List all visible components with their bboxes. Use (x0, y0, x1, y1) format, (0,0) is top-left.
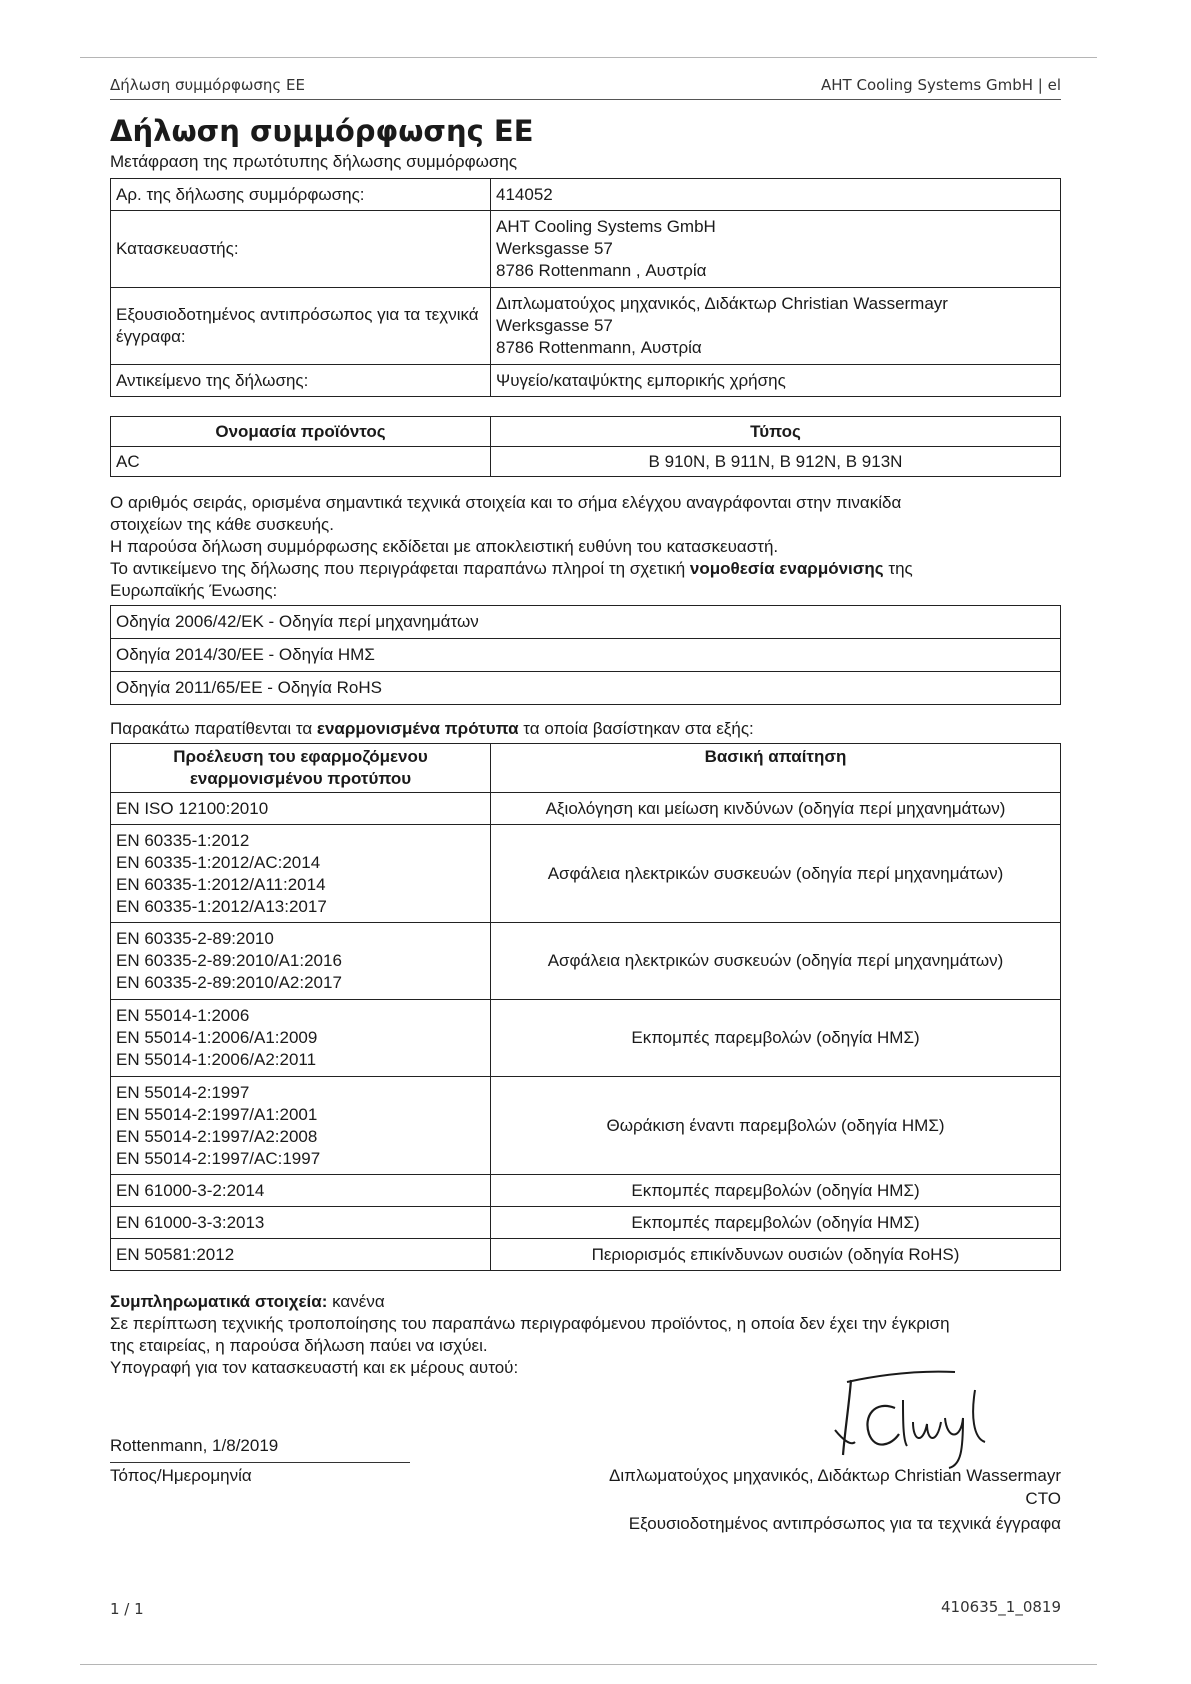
table-row (111, 417, 1061, 447)
table-row (111, 365, 1061, 397)
header-underline (110, 99, 1061, 100)
table-row (111, 606, 1061, 639)
standard-ref: EN 55014-1:2006 (116, 1006, 250, 1025)
top-rule (80, 57, 1097, 58)
manufacturer-line: Werksgasse 57 (496, 239, 613, 258)
table-row (111, 639, 1061, 672)
standard-requirement: Αξιολόγηση και μείωση κινδύνων (οδηγία περί μηχανημάτων) (491, 793, 1061, 825)
table-row (111, 211, 1061, 288)
supplement-value: κανένα (327, 1292, 385, 1311)
page-subtitle: Μετάφραση της πρωτότυπης δήλωσης συμμόρφωσης (110, 152, 518, 171)
table-row (111, 825, 1061, 923)
product-type-header: Τύπος (491, 417, 1061, 447)
standards-intro (110, 718, 754, 740)
header-line: Προέλευση του εφαρμοζόμενου (173, 747, 428, 766)
document-code: 410635_1_0819 (941, 1598, 1061, 1616)
place-date-label: Τόπος/Ημερομηνία (110, 1466, 252, 1485)
product-table (110, 416, 1061, 477)
table-row (111, 923, 1061, 1000)
header-line: εναρμονισμένου προτύπου (189, 769, 412, 788)
table-row (111, 744, 1061, 793)
text-line (110, 558, 913, 580)
standard-ref: EN 55014-2:1997/AC:1997 (116, 1148, 321, 1168)
standard-requirement: Εκπομπές παρεμβολών (οδηγία ΗΜΣ) (491, 1175, 1061, 1207)
standard-refs (111, 1000, 491, 1077)
standard-source-header (111, 744, 491, 793)
table-row (111, 793, 1061, 825)
standard-ref: EN 55014-2:1997/A2:2008 (116, 1126, 318, 1146)
header-right: AHT Cooling Systems GmbH | el (821, 76, 1061, 94)
rep-line: Διπλωματούχος μηχανικός, Διδάκτωρ Christian Wassermayr (496, 294, 948, 313)
standard-ref: EN 55014-2:1997/A1:2001 (116, 1104, 318, 1124)
object-label: Αντικείμενο της δήλωσης: (111, 365, 491, 397)
standard-ref: EN 60335-2-89:2010/A1:2016 (116, 951, 342, 970)
table-row (111, 1207, 1061, 1239)
signatory-rep: Εξουσιοδοτημένος αντιπρόσωπος για τα τεχνικά έγγραφα (628, 1514, 1061, 1533)
standard-refs: EN 50581:2012 (111, 1239, 491, 1271)
directive-item: Οδηγία 2011/65/ΕΕ - Οδηγία RoHS (111, 672, 1061, 705)
directive-item: Οδηγία 2014/30/ΕΕ - Οδηγία ΗΜΣ (111, 639, 1061, 672)
decl-no-value: 414052 (491, 179, 1061, 211)
standard-requirement: Εκπομπές παρεμβολών (οδηγία ΗΜΣ) (491, 1207, 1061, 1239)
object-value: Ψυγείο/καταψύκτης εμπορικής χρήσης (491, 365, 1061, 397)
standard-refs (111, 923, 491, 1000)
rep-line: 8786 Rottenmann, Αυστρία (496, 338, 702, 357)
table-row (111, 672, 1061, 705)
header-left: Δήλωση συμμόρφωσης ΕΕ (110, 76, 305, 94)
standard-requirement: Θωράκιση έναντι παρεμβολών (οδηγία ΗΜΣ) (491, 1077, 1061, 1175)
manufacturer-line: 8786 Rottenmann , Αυστρία (496, 261, 707, 280)
place-date: Rottenmann, 1/8/2019 (110, 1436, 279, 1455)
table-row (111, 1175, 1061, 1207)
page-title: Δήλωση συμμόρφωσης ΕΕ (110, 114, 534, 148)
text-line: της εταιρείας, η παρούσα δήλωση παύει να ισχύει. (110, 1336, 488, 1355)
standard-ref: EN 60335-1:2012/AC:2014 (116, 852, 321, 872)
text-line: Υπογραφή για τον κατασκευαστή και εκ μέρους αυτού: (110, 1358, 519, 1377)
text-fragment: Παρακάτω παρατίθενται τα (110, 719, 317, 738)
standard-requirement: Εκπομπές παρεμβολών (οδηγία ΗΜΣ) (491, 1000, 1061, 1077)
requirement-header: Βασική απαίτηση (491, 744, 1061, 793)
text-line: στοιχείων της κάθε συσκευής. (110, 515, 334, 534)
table-row (111, 288, 1061, 365)
standard-requirement: Ασφάλεια ηλεκτρικών συσκευών (οδηγία περί μηχανημάτων) (491, 825, 1061, 923)
harmonisation-legislation: νομοθεσία εναρμόνισης (689, 559, 884, 578)
text-line: Ο αριθμός σειράς, ορισμένα σημαντικά τεχνικά στοιχεία και το σήμα ελέγχου αναγράφονται στην πινακίδα (110, 493, 902, 512)
manufacturer-line: AHT Cooling Systems GmbH (496, 217, 716, 236)
standard-ref: EN 60335-2-89:2010/A2:2017 (116, 973, 342, 992)
standard-refs (111, 1077, 491, 1175)
table-row (111, 1077, 1061, 1175)
standard-ref: EN 60335-1:2012/A13:2017 (116, 896, 327, 916)
product-name-header: Ονομασία προϊόντος (111, 417, 491, 447)
standard-ref: EN 60335-1:2012/A11:2014 (116, 874, 326, 894)
product-name: AC (111, 447, 491, 477)
info-table (110, 178, 1061, 397)
handwritten-signature (815, 1360, 1000, 1475)
intro-paragraph (110, 492, 913, 602)
manufacturer-label: Κατασκευαστής: (111, 211, 491, 288)
rep-value (491, 288, 1061, 365)
rep-label: Εξουσιοδοτημένος αντιπρόσωπος για τα τεχνικά έγγραφα: (111, 288, 491, 365)
standard-ref: EN 55014-2:1997 (116, 1082, 250, 1102)
signatory-name: Διπλωματούχος μηχανικός, Διδάκτωρ Christian Wassermayr (609, 1466, 1061, 1485)
standard-ref: EN 60335-1:2012 (116, 830, 250, 850)
page-number: 1 / 1 (110, 1600, 144, 1618)
product-types: B 910N, B 911N, B 912N, B 913N (491, 447, 1061, 477)
decl-no-label: Αρ. της δήλωσης συμμόρφωσης: (111, 179, 491, 211)
harmonised-standards: εναρμονισμένα πρότυπα (316, 719, 519, 738)
standards-table (110, 743, 1061, 1271)
standard-ref: EN 55014-1:2006/A2:2011 (116, 1050, 317, 1069)
text-line (110, 1291, 950, 1313)
text-fragment: Το αντικείμενο της δήλωσης που περιγράφεται παραπάνω πληροί τη σχετική (110, 559, 690, 578)
table-row (111, 447, 1061, 477)
manufacturer-value (491, 211, 1061, 288)
text-line: Ευρωπαϊκής Ένωσης: (110, 581, 278, 600)
text-line: Σε περίπτωση τεχνικής τροποποίησης του παραπάνω περιγραφόμενου προϊόντος, η οποία δεν έχει την έγκριση (110, 1314, 950, 1333)
standard-ref: EN 55014-1:2006/A1:2009 (116, 1028, 318, 1047)
standard-ref: EN 60335-2-89:2010 (116, 929, 274, 948)
table-row (111, 1000, 1061, 1077)
table-row (111, 1239, 1061, 1271)
supplement-label: Συμπληρωματικά στοιχεία: (110, 1292, 328, 1311)
page-header (110, 74, 1061, 100)
bottom-rule (80, 1664, 1097, 1665)
signatory-role: CTO (1025, 1489, 1061, 1508)
place-date-rule (110, 1462, 410, 1463)
text-fragment: της (883, 559, 913, 578)
standard-refs (111, 825, 491, 923)
standard-refs: EN ISO 12100:2010 (111, 793, 491, 825)
table-row (111, 179, 1061, 211)
standard-refs: EN 61000-3-2:2014 (111, 1175, 491, 1207)
standard-requirement: Περιορισμός επικίνδυνων ουσιών (οδηγία RoHS) (491, 1239, 1061, 1271)
text-fragment: τα οποία βασίστηκαν στα εξής: (518, 719, 754, 738)
standard-requirement: Ασφάλεια ηλεκτρικών συσκευών (οδηγία περί μηχανημάτων) (491, 923, 1061, 1000)
rep-line: Werksgasse 57 (496, 316, 613, 335)
standard-refs: EN 61000-3-3:2013 (111, 1207, 491, 1239)
directive-item: Οδηγία 2006/42/ΕΚ - Οδηγία περί μηχανημάτων (111, 606, 1061, 639)
directives-table (110, 605, 1061, 705)
text-line: Η παρούσα δήλωση συμμόρφωσης εκδίδεται με αποκλειστική ευθύνη του κατασκευαστή. (110, 537, 779, 556)
